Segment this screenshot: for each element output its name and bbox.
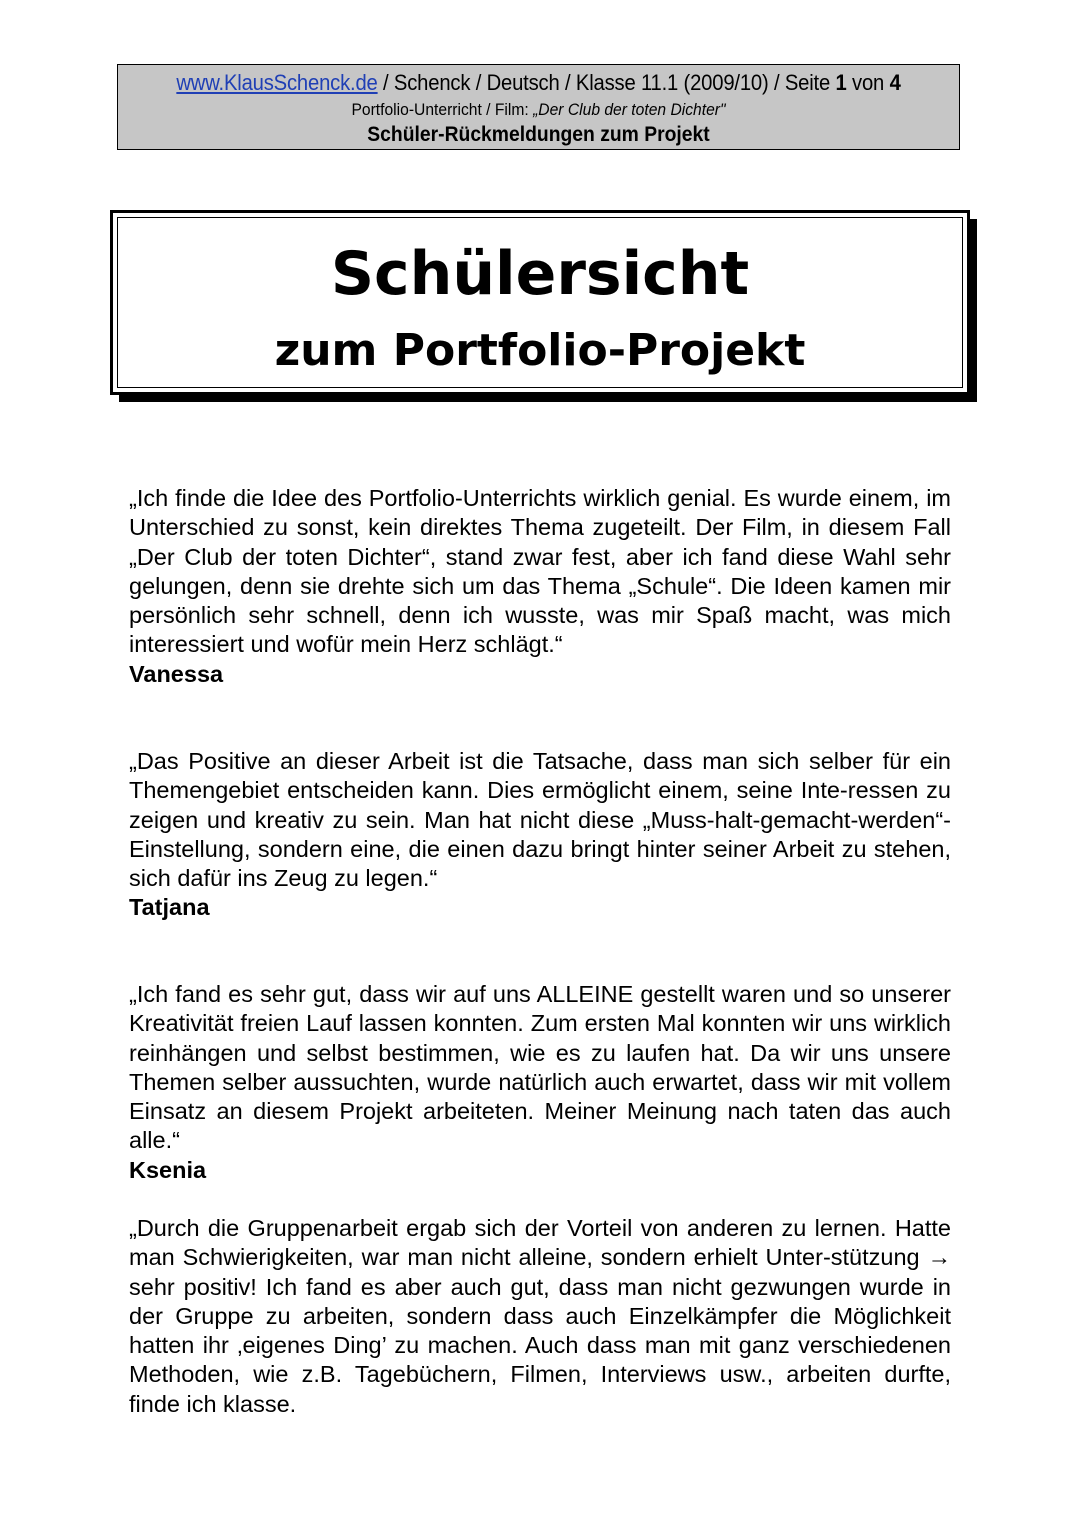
website-link[interactable]: www.KlausSchenck.de [176, 70, 378, 95]
page-total: 4 [889, 70, 901, 95]
quote-author: Tatjana [129, 894, 210, 921]
quote-author: Ksenia [129, 1156, 207, 1183]
header-course-info: / Schenck / Deutsch / Klasse 11.1 (2009/10) / Seite [377, 70, 836, 95]
header-line-2 [152, 100, 926, 120]
header-box [117, 64, 960, 150]
header-of: von [846, 70, 890, 95]
quote-block [129, 747, 951, 923]
film-title: „Der Club der toten Dichter" [533, 100, 726, 119]
page-title: Schülersicht [330, 239, 750, 309]
page-subtitle: zum Portfolio-Projekt [274, 325, 806, 376]
header-line-3: Schüler-Rückmeldungen zum Projekt [367, 123, 710, 146]
quote-block [129, 1214, 951, 1419]
quote-text: „Ich finde die Idee des Portfolio-Unterrichts wirklich genial. Es wurde einem, im Unterschied zu sonst, kein direktes Thema zugeteilt. Der Film, in diesem Fall „Der Club der toten Dichter“, stand zwar fest, aber ich fand diese Wahl sehr gelungen, denn sie drehte sich um das Thema „Schule“. Die Ideen kamen mir persönlich sehr schnell, denn ich wusste, was mir Spaß macht, was mich interessiert und wofür mein Herz schlägt.“ [129, 485, 951, 658]
title-box [110, 210, 970, 395]
quote-block [129, 484, 951, 689]
header-line-1 [152, 70, 926, 96]
quote-text: „Das Positive an dieser Arbeit ist die Tatsache, dass man sich selber für ein Themengebiet entscheiden kann. Dies ermöglicht einem, seine Inte-ressen zu zeigen und kreativ zu sein. Man hat nicht diese „Muss-halt-gemacht-werden“-Einstellung, sondern eine, die einen dazu bringt hinter seiner Arbeit zu stehen, sich dafür ins Zeug zu legen.“ [129, 748, 951, 892]
header-subject: Portfolio-Unterricht / Film: [351, 100, 534, 119]
quote-text: „Durch die Gruppenarbeit ergab sich der Vorteil von anderen zu lernen. Hatte man Schwierigkeiten, war man nicht alleine, sondern erhielt Unter-stützung → sehr positiv! Ich fand es aber auch gut, dass man nicht gezwungen wurde in der Gruppe zu arbeiten, sondern dass auch Einzelkämpfer die Möglichkeit hatten ihr ‚eigenes Ding’ zu machen. Auch dass man mit ganz verschiedenen Methoden, wie z.B. Tagebüchern, Filmen, Interviews usw., arbeiten durfte, finde ich klasse. [129, 1215, 951, 1417]
quote-text: „Ich fand es sehr gut, dass wir auf uns ALLEINE gestellt waren und so unserer Kreativität freien Lauf lassen konnten. Zum ersten Mal konnten wir uns wirklich reinhängen und selbst bestimmen, wie es zu laufen hat. Da wir uns unsere Themen selber aussuchten, wurde natürlich auch erwartet, dass wir mit vollem Einsatz an diesem Projekt arbeiteten. Meiner Meinung nach taten das auch alle.“ [129, 981, 951, 1154]
page-number: 1 [835, 70, 847, 95]
quote-author: Vanessa [129, 660, 224, 687]
quote-block [129, 980, 951, 1185]
